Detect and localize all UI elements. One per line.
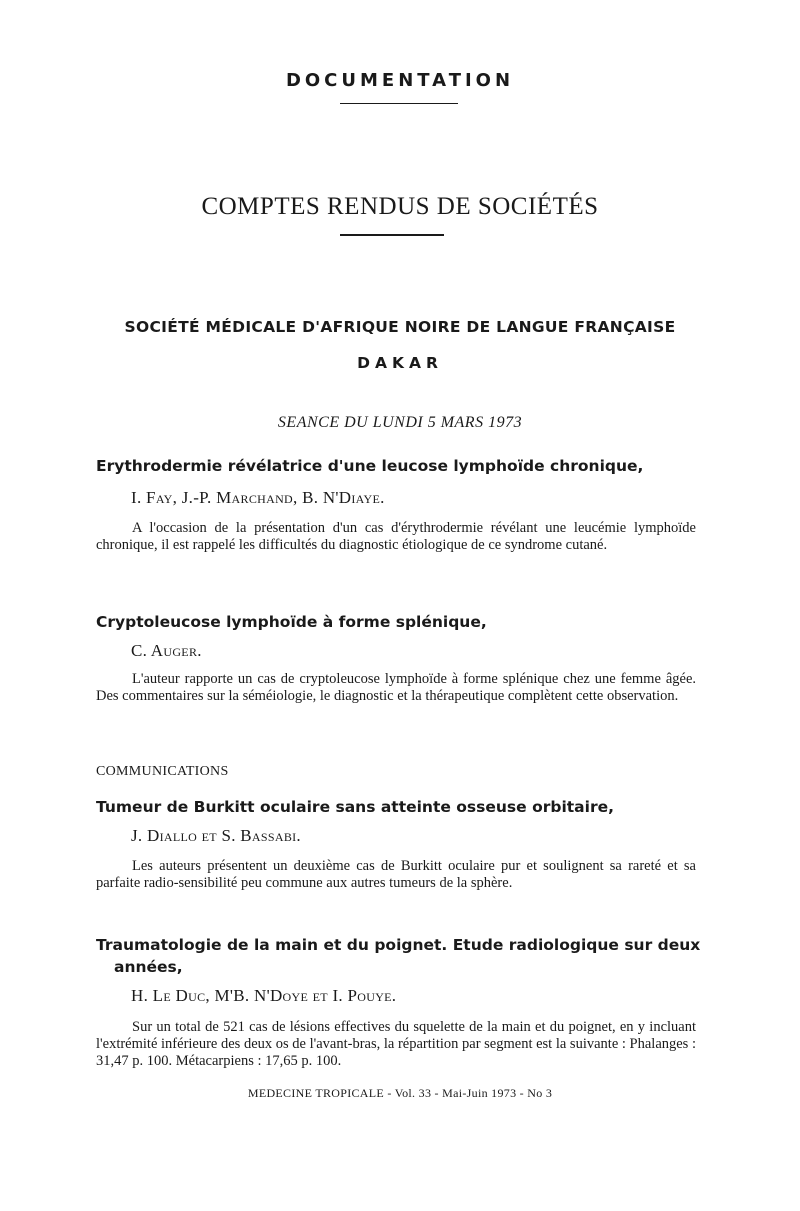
divider xyxy=(340,234,444,236)
article-title xyxy=(96,934,706,978)
article-abstract: L'auteur rapporte un cas de cryptoleucose lymphoïde à forme splénique chez une femme âgée. Des commentaires sur la séméiologie, le diagnostic et la thérapeutique complètent cette observation. xyxy=(96,671,696,704)
communications-label: COMMUNICATIONS xyxy=(96,764,229,779)
divider xyxy=(340,103,458,104)
journal-footer: MEDECINE TROPICALE - Vol. 33 - Mai-Juin 1973 - No 3 xyxy=(247,1086,553,1100)
article-title-line: années, xyxy=(114,958,183,976)
document-heading: DOCUMENTATION xyxy=(285,70,515,91)
section-title: COMPTES RENDUS DE SOCIÉTÉS xyxy=(201,193,599,220)
society-city: DAKAR xyxy=(357,354,443,372)
article-authors: I. Fay, J.-P. Marchand, B. N'Diaye. xyxy=(131,488,385,507)
article-abstract: Sur un total de 521 cas de lésions effectives du squelette de la main et du poignet, en y incluant l'extrémité inférieure des deux os de l'avant-bras, la répartition par segment est la suivante : Phalanges : 31,47 p. 100. Métacarpiens : 17,65 p. 100. xyxy=(96,1019,696,1069)
article-authors: J. Diallo et S. Bassabi. xyxy=(131,826,301,845)
article-abstract: A l'occasion de la présentation d'un cas d'érythrodermie révélant une leucémie lymphoïde chronique, il est rappelé les difficultés du diagnostic étiologique de ce syndrome cutané. xyxy=(96,520,696,553)
session-date: SEANCE DU LUNDI 5 MARS 1973 xyxy=(277,414,523,431)
article-authors: H. Le Duc, M'B. N'Doye et I. Pouye. xyxy=(131,986,397,1005)
article-title: Cryptoleucose lymphoïde à forme splénique, xyxy=(96,613,487,631)
article-title: Erythrodermie révélatrice d'une leucose lymphoïde chronique, xyxy=(96,457,644,475)
article-title: Tumeur de Burkitt oculaire sans atteinte osseuse orbitaire, xyxy=(96,798,614,816)
article-abstract: Les auteurs présentent un deuxième cas de Burkitt oculaire pur et soulignent sa rareté et sa parfaite radio-sensibilité peu commune aux autres tumeurs de la sphère. xyxy=(96,858,696,891)
article-title-line: Traumatologie de la main et du poignet. Etude radiologique sur deux xyxy=(96,936,701,954)
article-authors: C. Auger. xyxy=(131,641,202,660)
society-name: SOCIÉTÉ MÉDICALE D'AFRIQUE NOIRE DE LANGUE FRANÇAISE xyxy=(124,318,676,336)
